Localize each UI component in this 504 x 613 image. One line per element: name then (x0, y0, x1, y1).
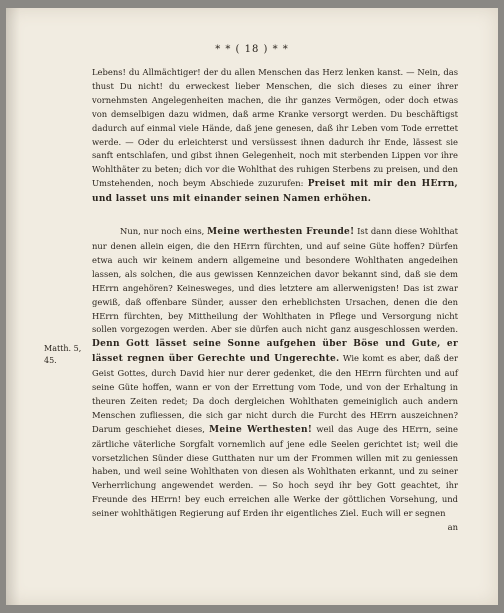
margin-reference-line: Matth. 5, (44, 344, 82, 353)
page-header: * * ( 18 ) * * (215, 44, 289, 55)
emphasis-text: Preiset mit mir den HErrn, und lasset uns mit einander seinen Namen erhöhen. (92, 179, 458, 205)
catchword: an (447, 522, 458, 533)
paragraph-text: Ist dann diese Wohlthat nur denen allein eigen, die den HErrn fürchten, und auf seine Güte hoffen? Dürfen etwa auch wir keinem andern allgemeine und besondere Wohlthaten angedeihen lassen, als solchen, die aus gewissen Kennzeichen davor bekannt sind, daß sie dem HErrn angehören? Keinesweges, und dies letztere am allerwenigsten! Das ist zwar gewiß, daß offenbare Sünder, ausser den erheblichsten Ursachen, denen die den HErrn fürchten, bey Mittheilung der Wohlthaten in Pflege und Versorgung nicht sollen vorgezogen werden. Aber sie dürfen auch nicht ganz ausgeschlossen werden. (92, 226, 458, 335)
paragraph (92, 225, 458, 521)
emphasis-text: Meine werthesten Freunde! (207, 227, 355, 238)
emphasis-text: Meine Werthesten! (209, 424, 313, 435)
emphasis-text: Denn Gott lässet seine Sonne aufgehen über Böse und Gute, er lässet regnen über Gerechte und Ungerechte. (92, 339, 458, 365)
paragraph (92, 66, 458, 207)
paragraph-text: Nun, nur noch eins, (120, 226, 208, 237)
paragraph-text: Lebens! du Allmächtiger! der du allen Menschen das Herz lenken kanst. — Nein, das thust Du nicht! du erweckest lieber Menschen, die sich dieses zu einer ihrer vornehmsten Angelegenheiten machen, die ihr ganzes Vermögen, oder doch etwas von demselbigen dazu widmen, daß arme Kranke versorgt werden. Du beschäftigst dadurch auf einmal viele Hände, daß jene genesen, daß ihr Leben vom Tode errettet werde. — Oder du erleichterst und versüssest ihnen dadurch ihr Ende, lässest sie sanft entschlafen, und gibst ihnen Gelegenheit, noch mit sterbenden Lippen vor ihre Wohlthäter zu beten; dich vor die Wohlthat des ruhigen Sterbens zu preisen, und den Umstehenden, noch beym Abschiede zuzurufen: (92, 67, 458, 189)
margin-reference-line: 45. (44, 356, 57, 365)
paragraph-text: Wie komt es aber, daß der Geist Gottes, durch David hier nur derer gedenket, die den HErrn fürchten und auf seine Güte hoffen, wann er von der Errettung vom Tode, und von der Erhaltung in theuren Zeiten redet; Da doch dergleichen Wohlthaten gemeiniglich auch andern Menschen zufliessen, die sich gar nicht durch die Furcht des HErrn auszeichnen? Darum geschiehet dieses, (92, 353, 458, 434)
book-page (6, 8, 498, 605)
paragraph-text: weil das Auge des HErrn, seine zärtliche väterliche Sorgfalt vornemlich auf jene edle Seelen gerichtet ist; weil die vorsetzlichen Sünder diese Gutthaten nur um der Frommen willen mit zu geniessen haben, und weil seine Wohlthaten von diesen als Wohlthaten erkannt, und zu seiner Verherrlichung angewendet werden. — So hoch seyd ihr bey Gott geachtet, ihr Freunde des HErrn! bey euch erreichen alle Werke der göttlichen Vorsehung, und seiner wohlthätigen Regierung auf Erden ihr eigentliches Ziel. Euch will er segnen (92, 423, 458, 519)
body-text (92, 66, 458, 535)
margin-reference (44, 343, 84, 367)
